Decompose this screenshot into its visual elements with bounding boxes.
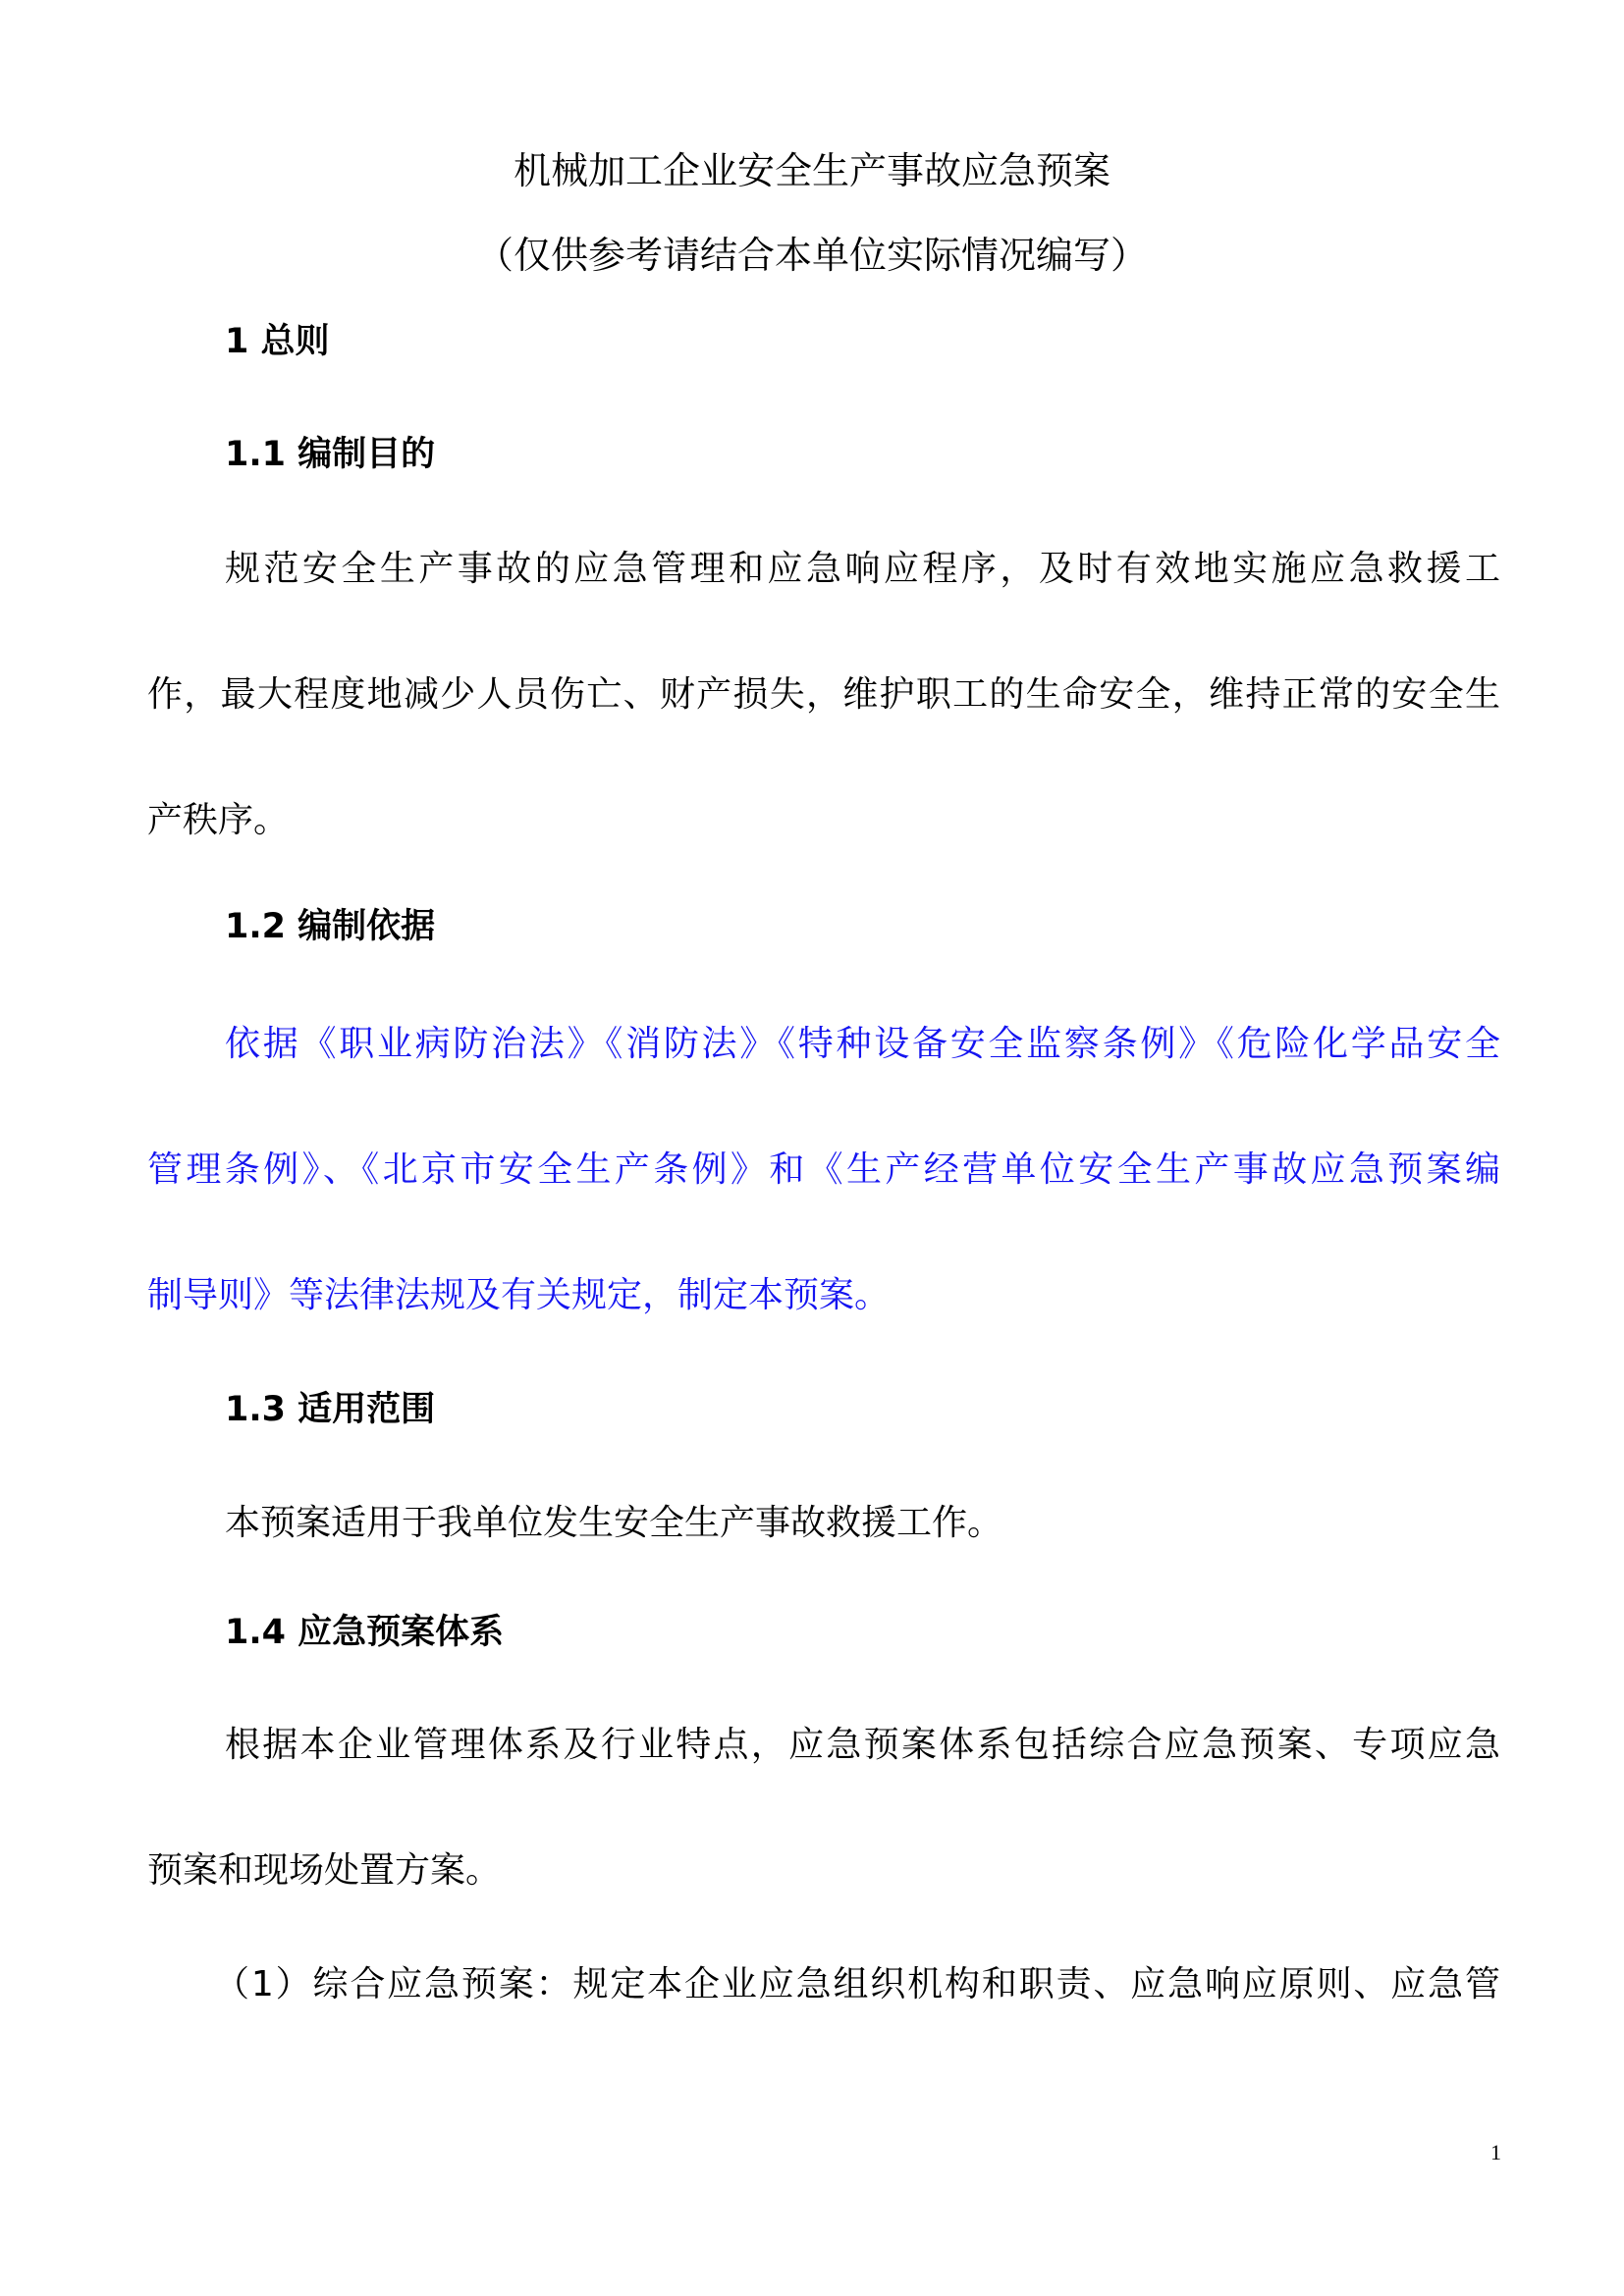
- paragraph-line: 作，最大程度地减少人员伤亡、财产损失，维护职工的生命安全，维持正常的安全生: [147, 674, 1500, 715]
- section-heading-1-1: 1.1 编制目的: [225, 435, 436, 474]
- document-subtitle: （仅供参考请结合本单位实际情况编写）: [475, 234, 1148, 277]
- section-heading-1-3: 1.3 适用范围: [225, 1390, 436, 1429]
- paragraph-line: （1）综合应急预案：规定本企业应急组织机构和职责、应急响应原则、应急管: [214, 1964, 1500, 2004]
- section-heading-1-2: 1.2 编制依据: [225, 907, 436, 946]
- section-heading-1-4: 1.4 应急预案体系: [225, 1613, 505, 1652]
- paragraph-line-blue: 管理条例》、《北京市安全生产条例》和《生产经营单位安全生产事故应急预案编: [147, 1149, 1500, 1190]
- paragraph-line: 预案和现场处置方案。: [147, 1850, 502, 1891]
- page-number: 1: [1490, 2140, 1501, 2164]
- paragraph-line-blue: 依据《职业病防治法》《消防法》《特种设备安全监察条例》《危险化学品安全: [225, 1024, 1500, 1064]
- paragraph-line: 本预案适用于我单位发生安全生产事故救援工作。: [225, 1503, 1003, 1543]
- paragraph-line: 规范安全生产事故的应急管理和应急响应程序，及时有效地实施应急救援工: [225, 549, 1500, 589]
- paragraph-line: 根据本企业管理体系及行业特点，应急预案体系包括综合应急预案、专项应急: [225, 1725, 1500, 1765]
- section-heading-1: 1 总则: [225, 322, 330, 361]
- paragraph-line-blue: 制导则》等法律法规及有关规定，制定本预案。: [147, 1275, 891, 1315]
- paragraph-line: 产秩序。: [147, 800, 290, 840]
- document-title: 机械加工企业安全生产事故应急预案: [513, 149, 1110, 192]
